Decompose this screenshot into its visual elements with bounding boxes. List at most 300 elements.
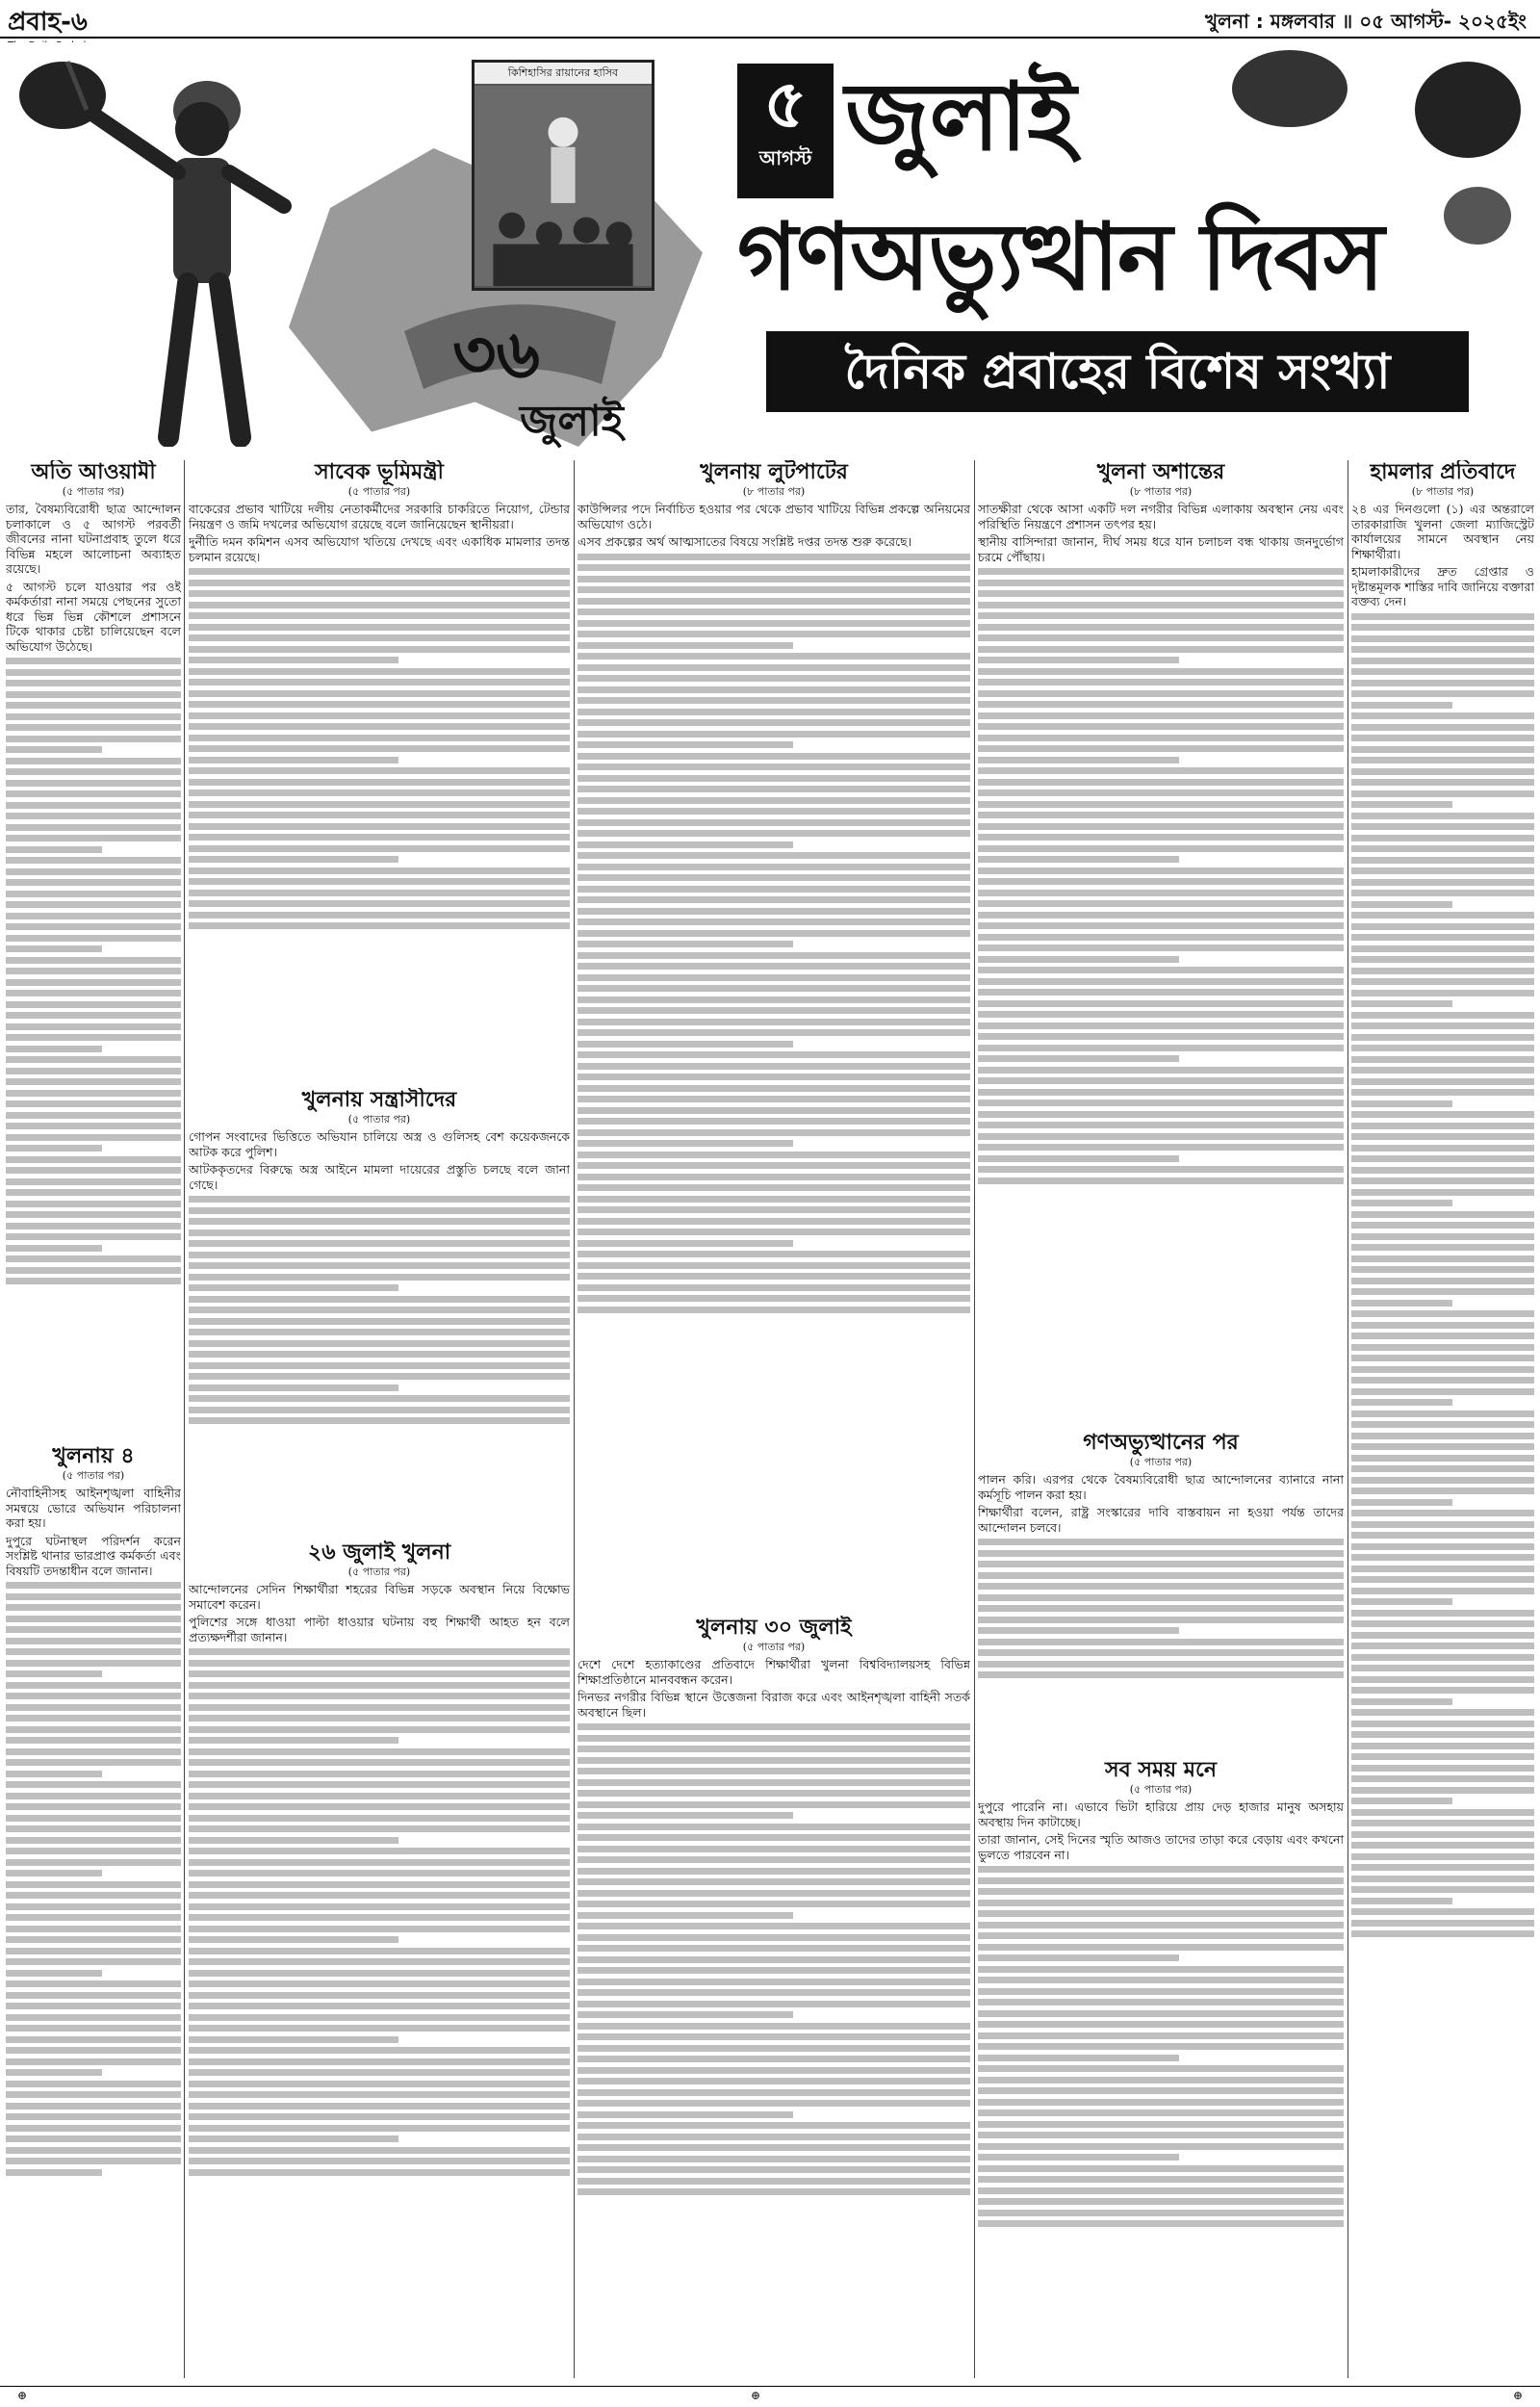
continued-from-label: (৮ পাতার পর) [1411,485,1475,498]
continued-from-label: (৫ পাতার পর) [1129,1783,1193,1796]
text-line [189,912,570,919]
column-rule [574,460,575,2378]
text-line [6,1815,181,1822]
text-line [1351,1465,1534,1472]
article-headline: খুলনায় ৩০ জুলাই [696,1616,852,1640]
text-line [978,690,1344,697]
text-line [6,2003,181,2009]
text-line [189,2014,570,2021]
text-line [1351,857,1534,864]
text-line [189,812,570,818]
text-line [1351,1488,1534,1494]
text-line [189,2069,570,2076]
text-line [978,867,1344,874]
text-line [189,701,570,708]
text-line [1351,1753,1534,1760]
text-line [6,1593,181,1600]
text-line [1351,1809,1534,1816]
text-line [578,1956,970,1963]
text-line [578,709,970,715]
text-line [6,736,181,742]
text-line [978,1583,1344,1590]
text-line [1351,658,1534,664]
text-line [189,2147,570,2154]
article-a11 [1351,460,1534,2378]
text-line [6,1881,181,1888]
text-line [6,1715,181,1721]
text-line [578,2144,970,2151]
text-line [189,1914,570,1921]
text-line [189,2091,570,2098]
text-line [1351,1133,1534,1140]
text-line [578,1074,970,1080]
text-line [6,1759,181,1766]
text-line [1351,1731,1534,1738]
text-line [189,2058,570,2065]
text-line [578,1129,970,1136]
text-line [578,741,793,748]
text-line [978,967,1344,973]
text-line [578,608,970,615]
article-a4 [189,1088,570,1531]
text-line [978,945,1344,951]
text-line [189,1704,570,1711]
text-line [189,745,570,752]
text-line [1351,635,1534,642]
text-line [6,835,181,841]
text-line [1351,680,1534,686]
text-line [1351,945,1534,952]
text-line [189,2003,570,2009]
text-line [978,1922,1344,1928]
text-line [978,1011,1344,1018]
text-line [6,957,181,964]
text-line [978,568,1344,575]
text-line [578,2023,970,2030]
text-line [6,1748,181,1755]
text-line [6,1682,181,1689]
text-line [1351,1721,1534,1727]
text-line [978,1988,1344,1995]
text-line [978,1627,1179,1634]
text-line [1351,1344,1534,1351]
text-line [1351,1676,1534,1683]
column-rule [974,460,975,2378]
text-line [978,789,1344,796]
text-line [578,1262,970,1269]
text-line [578,996,970,1003]
text-line [978,701,1344,708]
ink-splash [1232,50,1348,127]
text-line [1351,768,1534,775]
text-line [6,724,181,731]
body-text-lines [189,1196,570,1424]
text-line [189,767,570,774]
text-line [1351,1798,1452,1804]
text-line [1351,1709,1534,1716]
text-line [1351,1521,1534,1528]
text-line [189,1837,398,1844]
text-line [1351,646,1534,653]
text-line [6,1604,181,1611]
text-line [578,675,970,682]
text-line [978,912,1344,919]
text-line [6,1068,181,1074]
article-paragraph: শিক্ষার্থীরা বলেন, রাষ্ট্র সংস্কারের দাবি বাস্তবায়ন না হওয়া পর্যন্ত তাদের আন্দোলন চলবে। [978,1505,1344,1535]
text-line [189,2081,570,2087]
text-line [1351,1775,1534,1782]
date-badge-month: আগস্ট [758,146,812,169]
article-paragraph: সাতক্ষীরা থেকে আসা একটি দল নগরীর বিভিন্ন এলাকায় অবস্থান নেয় এবং পরিস্থিতি নিয়ন্ত্রণে প্রশাসন তৎপর হয়। [978,502,1344,531]
text-line [578,1746,970,1752]
text-line [189,1892,570,1899]
text-line [978,1617,1344,1623]
text-line [6,1023,181,1030]
text-line [6,1660,181,1667]
article-a5 [189,1540,570,2378]
text-line [978,1888,1344,1895]
text-line [1351,1111,1534,1118]
article-paragraph: তারা জানান, সেই দিনের স্মৃতি আজও তাদের তাড়া করে বেড়ায় এবং কখনো ভুলতে পারবেন না। [978,1832,1344,1862]
text-line [1351,1167,1534,1174]
text-line [189,1958,570,1965]
text-line [978,1033,1344,1040]
text-line [978,2043,1344,2050]
text-line [578,2111,793,2118]
text-line [1351,823,1534,830]
text-line [1351,1632,1534,1639]
article-headline: খুলনায় ৪ [52,1444,135,1468]
text-line [578,1206,970,1213]
text-line [578,1184,970,1191]
crowd-illustration-icon [475,84,652,288]
text-line [189,1903,570,1910]
text-line [6,802,181,809]
text-line [978,634,1344,641]
text-line [6,1870,102,1876]
text-line [6,1970,102,1977]
text-line [978,801,1344,808]
text-line [1351,1598,1452,1605]
text-line [978,1900,1344,1906]
text-line [978,1605,1344,1612]
text-line [578,1029,970,1036]
july-36-logo [395,293,626,456]
text-line [978,1539,1344,1545]
text-line [1351,1333,1534,1339]
article-paragraph: তার, বৈষম্যবিরোধী ছাত্র আন্দোলন চলাকালে ও ৫ আগস্ট পরবর্তী জীবনের নানা ঘটনাপ্রবাহ তুলে ধরে বিভিন্ন মহলে আলোচনা অব্যাহত রয়েছে। [6,502,181,576]
text-line [6,1178,181,1185]
text-line [1351,901,1452,908]
text-line [6,1078,181,1085]
text-line [1351,624,1534,631]
text-line [189,856,398,863]
text-line [6,1992,181,1999]
text-line [6,1211,181,1218]
text-line [978,1067,1344,1074]
text-line [6,1255,181,1262]
text-line [1351,790,1534,797]
text-line [1351,1654,1534,1661]
text-line [189,2103,570,2109]
text-line [578,1007,970,1014]
article-paragraph: দুপুরে পারেনি না। এভাবে ভিটা হারিয়ে প্রায় দেড় হাজার মানুষ অসহায় অবস্থায় দিন কাটাচ্ছে। [978,1799,1344,1829]
text-line [1351,912,1534,919]
text-line [189,789,570,796]
article-headline: সব সময় মনে [1105,1758,1217,1782]
text-line [6,2069,102,2076]
text-line [578,1735,970,1742]
text-line [1351,1322,1534,1329]
article-paragraph: হামলাকারীদের দ্রুত গ্রেপ্তার ও দৃষ্টান্তমূলক শাস্তির দাবি জানিয়ে বক্তারা বক্তব্য দেন। [1351,564,1534,608]
text-line [1351,1853,1534,1860]
text-line [578,1307,970,1313]
text-line [1351,746,1534,753]
text-line [978,1022,1344,1029]
text-line [1351,1787,1534,1794]
text-line [189,1262,570,1269]
text-line [578,1834,970,1841]
article-headline: হামলার প্রতিবাদে [1370,460,1516,484]
text-line [578,1967,970,1974]
text-line [1351,1576,1534,1583]
text-line [978,834,1344,841]
text-line [978,2176,1344,2183]
text-line [578,2166,970,2173]
continued-from-label: (৮ পাতার পর) [742,485,806,498]
text-line [578,753,970,760]
text-line [1351,835,1534,841]
text-line [1351,1411,1534,1417]
page-header [0,0,1540,39]
article-paragraph: গোপন সংবাদের ভিত্তিতে অভিযান চালিয়ে অস্ত্র ও গুলিসহ বেশ কয়েকজনকে আটক করে পুলিশ। [189,1129,570,1159]
text-line [189,2025,570,2032]
text-line [978,1111,1344,1118]
text-line [189,2169,570,2176]
text-line [189,1936,398,1943]
text-line [978,2021,1344,2028]
text-line [1351,923,1534,930]
text-line [6,990,181,996]
text-line [978,602,1344,608]
text-line [578,2134,970,2140]
text-line [189,624,570,631]
text-line [6,1167,181,1174]
text-line [978,2032,1344,2039]
text-line [189,1229,570,1236]
text-line [578,620,970,627]
text-line [578,1041,793,1048]
text-line [578,952,970,959]
text-line [1351,813,1534,819]
illustration-poster [472,60,654,291]
text-line [578,985,970,992]
body-text-lines [189,568,570,929]
text-line [578,1063,970,1070]
text-line [6,2113,181,2120]
text-line [978,1550,1344,1557]
text-line [1351,1022,1534,1029]
text-line [1351,1399,1452,1406]
text-line [189,612,570,619]
body-text-lines [978,1866,1344,2227]
text-line [978,934,1344,941]
text-line [6,2103,181,2109]
text-line [189,1407,570,1413]
text-line [978,1954,1179,1961]
text-line [1351,712,1534,719]
text-line [189,757,398,764]
text-line [578,1284,970,1291]
text-line [1351,1200,1452,1206]
text-line [978,612,1344,619]
text-line [578,1856,970,1863]
text-line [578,631,970,637]
continued-from-label: (৫ পাতার পর) [347,485,411,498]
text-line [578,2045,970,2052]
text-line [6,1145,102,1152]
text-line [189,2047,570,2054]
text-line [1351,968,1534,974]
text-line [578,830,970,837]
text-line [578,864,970,870]
text-line [189,1881,570,1888]
text-line [578,1790,970,1797]
article-paragraph: দুপুরে ঘটনাস্থল পরিদর্শন করেন সংশ্লিষ্ট থানার ভারপ্রাপ্ত কর্মকর্তা এবং বিষয়টি তদন্তাধীন বলে জানান। [6,1533,181,1578]
text-line [189,890,570,896]
text-line [189,580,570,586]
text-line [6,824,181,831]
article-a8 [978,460,1344,1423]
text-line [6,968,181,974]
text-line [978,900,1344,907]
text-line [978,1000,1344,1007]
text-line [578,653,970,660]
text-line [6,1648,181,1655]
text-line [189,2135,398,2142]
text-line [978,845,1344,852]
logo-word: জুলাই [520,397,624,446]
date-badge [737,64,834,198]
text-line [6,1737,181,1744]
text-line [978,668,1344,675]
text-line [578,963,970,970]
text-line [6,1825,181,1832]
text-line [189,1726,570,1733]
text-line [189,1240,570,1247]
text-line [189,867,570,874]
text-line [1351,1687,1534,1694]
page-footer [0,2386,1540,2407]
text-line [6,1267,181,1274]
text-line [578,1107,970,1114]
text-line [1351,1045,1534,1051]
text-line [189,1771,570,1777]
article-a7 [578,1616,970,2378]
text-line [578,1801,970,1808]
text-line [578,941,793,947]
text-line [189,2113,570,2120]
text-line [978,1178,1344,1184]
text-line [978,812,1344,818]
text-line [1351,1288,1534,1295]
text-line [1351,934,1534,941]
text-line [978,922,1344,929]
text-line [6,1670,102,1677]
text-line [6,1034,181,1041]
text-line [578,1757,970,1764]
text-line [578,731,970,738]
text-line [578,1945,970,1952]
text-line [978,657,1179,663]
continued-from-label: (৫ পাতার পর) [62,485,125,498]
text-line [189,1970,570,1977]
text-line [6,2025,181,2032]
ink-splash [1444,187,1511,245]
text-line [978,590,1344,597]
text-line [578,1824,970,1830]
text-line [578,2089,970,2096]
text-line [578,1085,970,1092]
text-line [1351,1366,1534,1373]
text-line [189,1318,570,1325]
text-line [6,923,181,930]
text-line [6,1859,181,1866]
text-line [1351,1842,1534,1849]
text-line [1351,1355,1534,1361]
text-line [1351,1100,1452,1107]
text-line [578,797,970,804]
text-line [189,2158,570,2164]
text-line [189,735,570,741]
text-line [189,878,570,885]
article-a2 [6,1444,181,2378]
text-line [6,1948,181,1954]
text-line [978,757,1179,764]
text-line [578,1723,970,1730]
text-line [6,913,181,919]
text-line [578,896,970,903]
text-line [1351,867,1534,874]
text-line [1351,1554,1534,1561]
text-line [1351,1864,1534,1871]
dateline: খুলনা : মঙ্গলবার ॥ ০৫ আগস্ট- ২০২৫ইং [1205,10,1527,33]
text-line [578,886,970,893]
text-line [1351,1920,1534,1927]
text-line [1351,1566,1534,1572]
text-line [1351,1510,1534,1516]
text-line [978,2077,1344,2083]
text-line [6,1233,181,1240]
text-line [578,2156,970,2162]
text-line [578,1912,793,1919]
text-line [189,1748,570,1755]
text-line [189,900,570,907]
text-line [1351,1455,1534,1462]
page-number: -৬ [61,8,88,37]
article-paragraph: নৌবাহিনীসহ আইনশৃঙ্খলা বাহিনীর সমন্বয়ে ভোরে অভিযান পরিচালনা করা হয়। [6,1486,181,1530]
text-line [189,1803,570,1810]
text-line [1351,1421,1534,1428]
text-line [189,1670,570,1677]
article-headline: খুলনা অশান্তের [1096,460,1225,484]
text-line [978,2143,1344,2150]
text-line [578,908,970,915]
text-line [1351,1610,1534,1617]
article-headline: খুলনায় সন্ত্রাসীদের [301,1088,457,1112]
text-line [1351,1000,1452,1007]
text-line [6,1803,181,1810]
